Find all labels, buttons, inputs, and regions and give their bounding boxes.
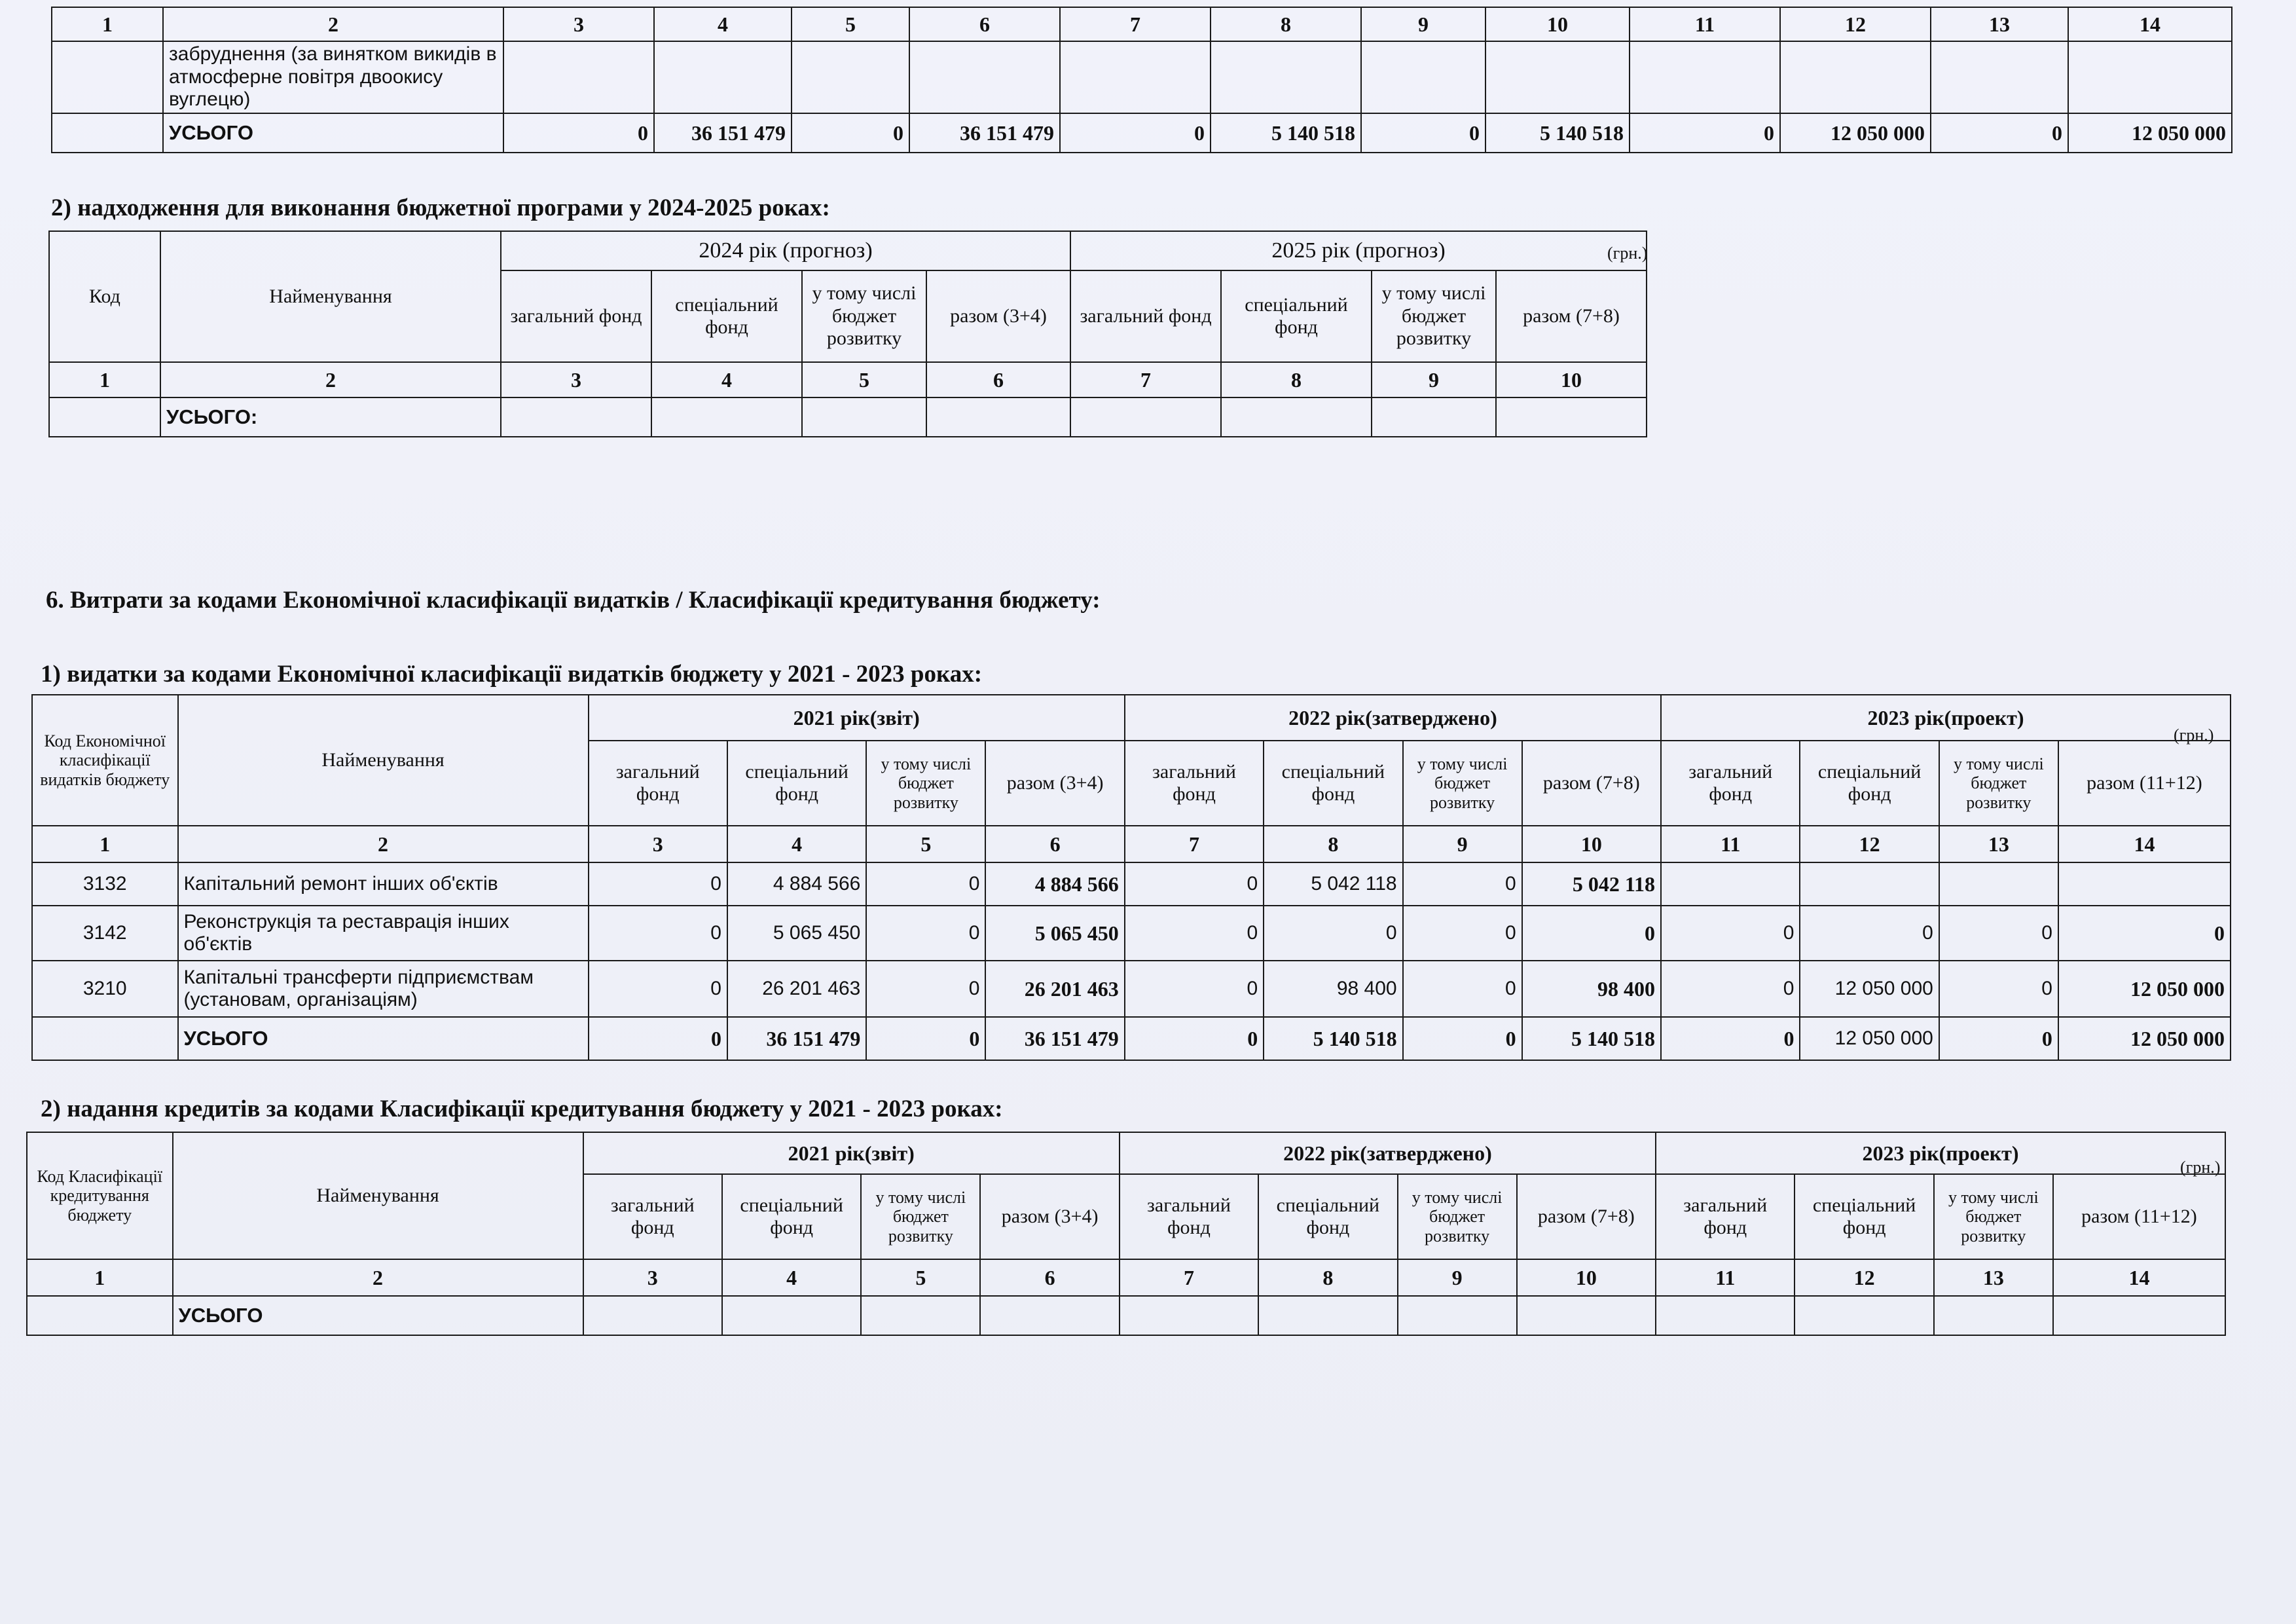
header-general-fund: загальний фонд (501, 270, 651, 362)
cell-value: 5 065 450 (727, 906, 866, 961)
col-num: 5 (866, 826, 985, 862)
col-num: 14 (2053, 1259, 2225, 1296)
cell-value: 12 050 000 (1800, 961, 1939, 1017)
total-value: 0 (1060, 113, 1211, 153)
cell-value: 0 (1125, 961, 1264, 1017)
total-value: 0 (1630, 113, 1780, 153)
section-6-1-heading: 1) видатки за кодами Економічної класифікації видатків бюджету у 2021 - 2023 роках: (41, 661, 983, 688)
section-6-2-heading: 2) надання кредитів за кодами Класифікації кредитування бюджету у 2021 - 2023 роках: (41, 1096, 1003, 1122)
cell-value (2058, 862, 2231, 906)
col-num: 4 (654, 7, 792, 41)
header-code: Код (49, 231, 160, 362)
row-code: 3210 (32, 961, 178, 1017)
table-row (52, 41, 2232, 113)
col-num: 11 (1656, 1259, 1795, 1296)
col-num: 12 (1780, 7, 1931, 41)
header-general-fund: загальний фонд (583, 1174, 722, 1259)
col-num: 7 (1060, 7, 1211, 41)
total-value: 0 (1939, 1017, 2058, 1060)
cell-value: 5 042 118 (1264, 862, 1402, 906)
col-num: 13 (1939, 826, 2058, 862)
header-total: разом (3+4) (980, 1174, 1119, 1259)
col-num: 13 (1934, 1259, 2053, 1296)
row-name: Капітальні трансферти підприємствам (установам, організаціям) (178, 961, 589, 1017)
cell-value: 0 (1125, 862, 1264, 906)
row-code: 3132 (32, 862, 178, 906)
total-value: 0 (503, 113, 654, 153)
header-dev-budget: у тому числі бюджет розвитку (1403, 741, 1522, 826)
col-num: 8 (1221, 362, 1372, 397)
header-year-2023: 2023 рік(проект) (1661, 695, 2231, 741)
col-num: 3 (501, 362, 651, 397)
col-num: 6 (985, 826, 1124, 862)
expenses-2021-2023-table (31, 694, 2231, 1061)
cell-value: 12 050 000 (2058, 961, 2231, 1017)
header-total: разом (3+4) (926, 270, 1070, 362)
col-num: 12 (1800, 826, 1939, 862)
header-year-2022: 2022 рік(затверджено) (1125, 695, 1661, 741)
total-label: УСЬОГО (163, 113, 503, 153)
col-num: 8 (1211, 7, 1361, 41)
receipts-2024-2025-table (48, 231, 1647, 437)
col-num: 13 (1931, 7, 2068, 41)
header-name: Найменування (173, 1132, 583, 1259)
cell-value: 0 (589, 906, 727, 961)
cell-value: 0 (1522, 906, 1661, 961)
total-label: УСЬОГО (173, 1296, 583, 1335)
header-year-2022: 2022 рік(затверджено) (1120, 1132, 1656, 1174)
col-num: 9 (1403, 826, 1522, 862)
cell-value: 4 884 566 (985, 862, 1124, 906)
cell-value: 0 (1661, 961, 1800, 1017)
section-6-heading: 6. Витрати за кодами Економічної класифікації видатків / Класифікації кредитування бюджету: (46, 587, 1101, 614)
header-dev-budget: у тому числі бюджет розвитку (866, 741, 985, 826)
column-numbers-row (49, 362, 1647, 397)
header-special-fund: спеціальний фонд (727, 741, 866, 826)
total-value: 36 151 479 (654, 113, 792, 153)
total-row (27, 1296, 2225, 1335)
col-num: 5 (802, 362, 926, 397)
total-value: 0 (589, 1017, 727, 1060)
header-name: Найменування (178, 695, 589, 826)
header-special-fund: спеціальний фонд (1258, 1174, 1397, 1259)
total-label: УСЬОГО (178, 1017, 589, 1060)
col-num: 8 (1264, 826, 1402, 862)
total-value: 12 050 000 (1800, 1017, 1939, 1060)
header-general-fund: загальний фонд (1070, 270, 1221, 362)
cell-value: 0 (1661, 906, 1800, 961)
total-value: 5 140 518 (1211, 113, 1361, 153)
cell-value (1939, 862, 2058, 906)
header-general-fund: загальний фонд (1656, 1174, 1795, 1259)
col-num: 10 (1496, 362, 1647, 397)
row-description: забруднення (за винятком викидів в атмосферне повітря двоокису вуглецю) (163, 41, 503, 113)
cell-value: 0 (1939, 961, 2058, 1017)
total-value: 12 050 000 (2068, 113, 2232, 153)
cell-value: 0 (866, 961, 985, 1017)
col-num: 11 (1630, 7, 1780, 41)
total-value: 5 140 518 (1485, 113, 1630, 153)
col-num: 9 (1361, 7, 1485, 41)
header-dev-budget: у тому числі бюджет розвитку (802, 270, 926, 362)
column-numbers-row (52, 7, 2232, 41)
unit-label: (грн.) (1607, 244, 1648, 263)
header-dev-budget: у тому числі бюджет розвитку (1934, 1174, 2053, 1259)
header-general-fund: загальний фонд (1120, 1174, 1258, 1259)
cell-value: 0 (1264, 906, 1402, 961)
total-value: 0 (792, 113, 909, 153)
col-num: 2 (163, 7, 503, 41)
row-code: 3142 (32, 906, 178, 961)
total-value: 36 151 479 (727, 1017, 866, 1060)
col-num: 9 (1398, 1259, 1517, 1296)
header-special-fund: спеціальний фонд (722, 1174, 861, 1259)
total-value: 36 151 479 (985, 1017, 1124, 1060)
col-num: 11 (1661, 826, 1800, 862)
col-num: 4 (722, 1259, 861, 1296)
row-name: Реконструкція та реставрація інших об'єктів (178, 906, 589, 961)
header-dev-budget: у тому числі бюджет розвитку (1398, 1174, 1517, 1259)
header-year-2023: 2023 рік(проект) (1656, 1132, 2225, 1174)
total-row (49, 397, 1647, 437)
col-num: 5 (861, 1259, 980, 1296)
table-row (32, 906, 2231, 961)
cell-value (1800, 862, 1939, 906)
cell-value: 0 (1939, 906, 2058, 961)
cell-value: 0 (866, 906, 985, 961)
col-num: 3 (589, 826, 727, 862)
total-label: УСЬОГО: (160, 397, 501, 437)
cell-value: 0 (1403, 961, 1522, 1017)
cell-value: 0 (866, 862, 985, 906)
total-value: 5 140 518 (1264, 1017, 1402, 1060)
header-year-2025: 2025 рік (прогноз) (1070, 231, 1647, 270)
table-row (32, 961, 2231, 1017)
col-num: 10 (1522, 826, 1661, 862)
cell-value: 0 (589, 862, 727, 906)
header-year-2024: 2024 рік (прогноз) (501, 231, 1070, 270)
cell-value: 98 400 (1264, 961, 1402, 1017)
header-dev-budget: у тому числі бюджет розвитку (1939, 741, 2058, 826)
total-value: 0 (1661, 1017, 1800, 1060)
cell-value: 26 201 463 (727, 961, 866, 1017)
header-dev-budget: у тому числі бюджет розвитку (861, 1174, 980, 1259)
header-total: разом (3+4) (985, 741, 1124, 826)
cell-value: 0 (1125, 906, 1264, 961)
header-total: разом (7+8) (1517, 1174, 1656, 1259)
header-total: разом (11+12) (2058, 741, 2231, 826)
col-num: 1 (52, 7, 163, 41)
col-num: 8 (1258, 1259, 1397, 1296)
header-special-fund: спеціальний фонд (1221, 270, 1372, 362)
total-value: 5 140 518 (1522, 1017, 1661, 1060)
header-general-fund: загальний фонд (1661, 741, 1800, 826)
total-value: 12 050 000 (1780, 113, 1931, 153)
header-total: разом (7+8) (1496, 270, 1647, 362)
header-code: Код Економічної класифікації видатків бюджету (32, 695, 178, 826)
col-num: 6 (980, 1259, 1119, 1296)
row-name: Капітальний ремонт інших об'єктів (178, 862, 589, 906)
cell-value (1661, 862, 1800, 906)
total-value: 12 050 000 (2058, 1017, 2231, 1060)
col-num: 14 (2068, 7, 2232, 41)
credits-2021-2023-table (26, 1132, 2226, 1336)
unit-label: (грн.) (2174, 726, 2214, 745)
col-num: 6 (926, 362, 1070, 397)
header-total: разом (7+8) (1522, 741, 1661, 826)
col-num: 14 (2058, 826, 2231, 862)
col-num: 12 (1795, 1259, 1933, 1296)
header-dev-budget: у тому числі бюджет розвитку (1372, 270, 1496, 362)
header-year-2021: 2021 рік(звіт) (583, 1132, 1120, 1174)
col-num: 10 (1485, 7, 1630, 41)
column-numbers-row (27, 1259, 2225, 1296)
total-row (32, 1017, 2231, 1060)
col-num: 1 (27, 1259, 173, 1296)
cell-value: 5 042 118 (1522, 862, 1661, 906)
header-special-fund: спеціальний фонд (1800, 741, 1939, 826)
header-year-2021: 2021 рік(звіт) (589, 695, 1125, 741)
cell-value: 26 201 463 (985, 961, 1124, 1017)
section-2-heading: 2) надходження для виконання бюджетної програми у 2024-2025 роках: (51, 194, 830, 221)
total-value: 0 (1931, 113, 2068, 153)
col-num: 3 (503, 7, 654, 41)
total-value: 0 (1125, 1017, 1264, 1060)
col-num: 2 (173, 1259, 583, 1296)
header-special-fund: спеціальний фонд (651, 270, 802, 362)
col-num: 7 (1070, 362, 1221, 397)
total-value: 0 (1403, 1017, 1522, 1060)
col-num: 1 (32, 826, 178, 862)
col-num: 3 (583, 1259, 722, 1296)
cell-value: 0 (1403, 862, 1522, 906)
cell-value: 0 (1403, 906, 1522, 961)
header-special-fund: спеціальний фонд (1795, 1174, 1933, 1259)
top-continuation-table (51, 7, 2232, 153)
cell-value: 4 884 566 (727, 862, 866, 906)
cell-value: 0 (2058, 906, 2231, 961)
header-total: разом (11+12) (2053, 1174, 2225, 1259)
cell-value: 98 400 (1522, 961, 1661, 1017)
col-num: 5 (792, 7, 909, 41)
header-special-fund: спеціальний фонд (1264, 741, 1402, 826)
col-num: 10 (1517, 1259, 1656, 1296)
total-value: 0 (866, 1017, 985, 1060)
total-value: 0 (1361, 113, 1485, 153)
cell-value: 5 065 450 (985, 906, 1124, 961)
col-num: 7 (1125, 826, 1264, 862)
header-general-fund: загальний фонд (589, 741, 727, 826)
col-num: 7 (1120, 1259, 1258, 1296)
unit-label: (грн.) (2180, 1158, 2221, 1177)
header-code: Код Класифікації кредитування бюджету (27, 1132, 173, 1259)
col-num: 1 (49, 362, 160, 397)
total-value: 36 151 479 (909, 113, 1060, 153)
header-general-fund: загальний фонд (1125, 741, 1264, 826)
cell-value: 0 (589, 961, 727, 1017)
table-row (32, 862, 2231, 906)
col-num: 4 (727, 826, 866, 862)
col-num: 2 (178, 826, 589, 862)
col-num: 4 (651, 362, 802, 397)
total-row (52, 113, 2232, 153)
col-num: 2 (160, 362, 501, 397)
column-numbers-row (32, 826, 2231, 862)
col-num: 6 (909, 7, 1060, 41)
col-num: 9 (1372, 362, 1496, 397)
cell-value: 0 (1800, 906, 1939, 961)
header-name: Найменування (160, 231, 501, 362)
